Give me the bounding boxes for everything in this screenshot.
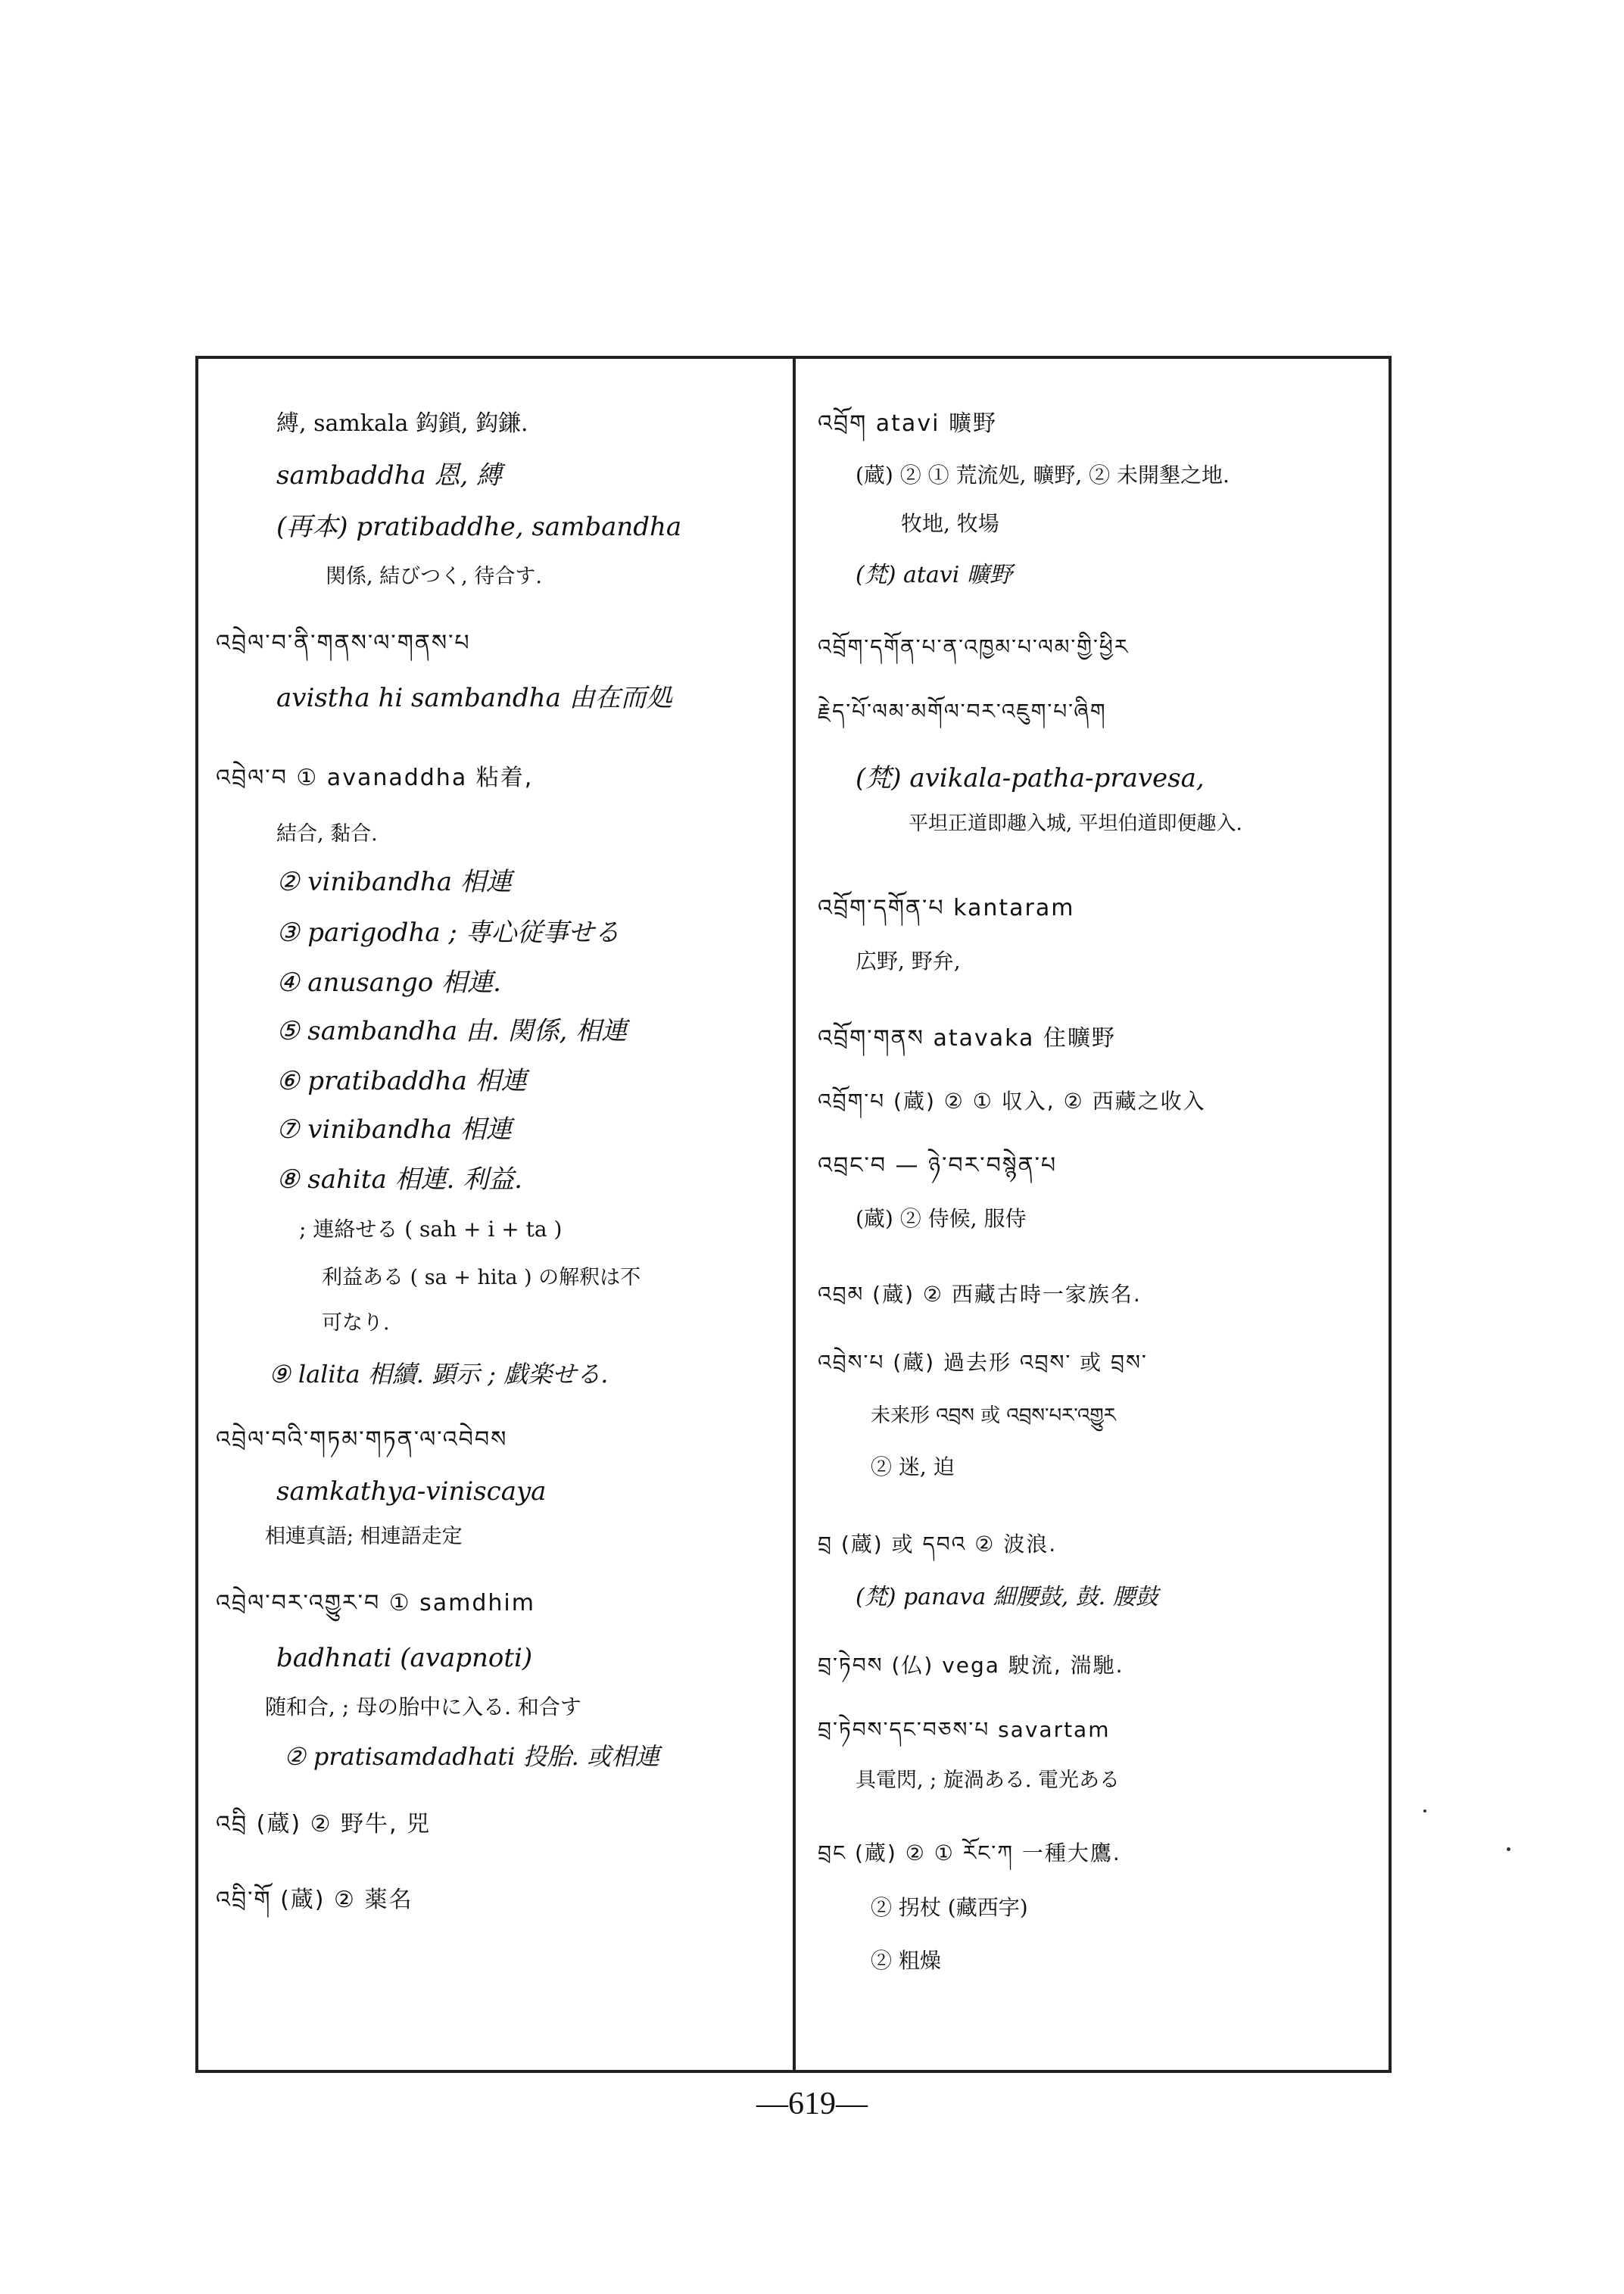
headword: འབྲོག་དགོན་པ kantaram <box>818 895 1075 921</box>
entry-line: 牧地, 牧場 <box>901 511 999 536</box>
entry-line: ; 連絡せる ( sah + i + ta ) <box>299 1217 563 1242</box>
entry-line: ③ parigodha ; 専心従事せる <box>276 918 620 948</box>
entry-line: (蔵) ② 侍候, 服侍 <box>856 1206 1027 1231</box>
entry-line: sambaddha 恩, 縛 <box>276 460 503 491</box>
entry-line: 未来形 འབྲས 或 འབྲས་པར་འགྱུར <box>871 1404 1116 1427</box>
entry-line: 平坦正道即趣入城, 平坦伯道即便趣入. <box>909 812 1242 835</box>
entry-line: samkathya-viniscaya <box>276 1476 547 1507</box>
entry-line: ② pratisamdadhati 投胎. 或相連 <box>284 1742 660 1771</box>
entry-line: (梵) panava 細腰鼓, 鼓. 腰鼓 <box>856 1584 1158 1610</box>
entry-line: (梵) avikala-patha-pravesa, <box>856 763 1205 793</box>
entry-line: avistha hi sambandha 由在而処 <box>276 683 672 713</box>
entry-line: ⑤ sambandha 由. 関係, 相連 <box>276 1016 628 1046</box>
headword: འབྲི་གོ (蔵) ② 薬名 <box>216 1887 413 1913</box>
headword: བྲ་ཏེབས (仏) vega 駛流, 湍馳. <box>818 1653 1124 1678</box>
entry-line: ② vinibandha 相連 <box>276 867 512 897</box>
headword: འབྲེལ་བར་འགྱུར་བ ① samdhim <box>216 1590 535 1616</box>
entry-line: (梵) atavi 曠野 <box>856 562 1012 588</box>
headword: བྲ (蔵) 或 དབའ ② 波浪. <box>818 1532 1058 1557</box>
column-divider <box>793 356 796 2073</box>
entry-line: ⑨ lalita 相續. 顕示 ; 戯楽せる. <box>269 1360 609 1389</box>
entry-line: ② 粗燥 <box>871 1948 941 1973</box>
headword: རྗེད་པོ་ལམ་མགོལ་བར་འཇུག་པ་ཞིག <box>818 699 1107 724</box>
entry-line: 利益ある ( sa + hita ) の解釈は不 <box>322 1266 641 1289</box>
headword: འབྲོག་པ (蔵) ② ① 収入, ② 西藏之收入 <box>818 1089 1206 1114</box>
entry-line: 随和合, ; 母の胎中に入る. 和合す <box>265 1694 581 1719</box>
entry-line: 相連真語; 相連語走定 <box>265 1525 463 1548</box>
scan-speck <box>1507 1847 1510 1851</box>
entry-line: 結合, 黏合. <box>276 822 378 846</box>
headword: འབྲོག་གནས atavaka 住曠野 <box>818 1025 1116 1052</box>
entry-line: (再本) pratibaddhe, sambandha <box>276 512 682 542</box>
entry-line: ⑦ vinibandha 相連 <box>276 1114 512 1145</box>
headword: འབྲེལ་བའི་གཏམ་གཏན་ལ་འབེབས <box>216 1426 508 1453</box>
headword: འབྲོག atavi 曠野 <box>818 410 997 437</box>
entry-line: ⑥ pratibaddha 相連 <box>276 1066 527 1096</box>
headword: འབྲང་བ — ཉེ་བར་བསྙེན་པ <box>818 1152 1058 1179</box>
headword: འབྲི (蔵) ② 野牛, 兕 <box>216 1811 432 1837</box>
entry-line: ④ anusango 相連. <box>276 968 501 998</box>
headword: འབྲེས་པ (蔵) 過去形 འབྲས་ 或 བྲས་ <box>818 1350 1148 1375</box>
headword: བྲ་ཏེབས་དང་བཅས་པ savartam <box>818 1717 1111 1742</box>
page-number: —619— <box>756 2087 868 2121</box>
entry-line: 関係, 結びつく, 待合す. <box>326 565 542 588</box>
entry-line: ② 拐杖 (藏西字) <box>871 1895 1028 1920</box>
entry-line: badhnati (avapnoti) <box>276 1643 533 1673</box>
entry-line: (蔵) ② ① 荒流処, 曠野, ② 未開墾之地. <box>856 463 1230 488</box>
scan-speck <box>1423 1809 1426 1812</box>
headword: འབྲེལ་བ ① avanaddha 粘着, <box>216 765 534 791</box>
headword: འབྲོག་དགོན་པ་ན་འཁྱམ་པ་ལམ་གྱི་ཕྱིར <box>818 634 1130 659</box>
entry-line: 広野, 野弁, <box>856 949 961 974</box>
entry-line: ⑧ sahita 相連. 利益. <box>276 1164 522 1195</box>
headword: འབྲམ (蔵) ② 西藏古時一家族名. <box>818 1282 1142 1307</box>
entry-line: ② 迷, 迫 <box>871 1454 955 1479</box>
entry-line: 具電閃, ; 旋渦ある. 電光ある <box>856 1769 1121 1792</box>
entry-line: 縛, samkala 鈎鎖, 鈎鎌. <box>276 410 528 437</box>
entry-line: 可なり. <box>322 1311 390 1335</box>
headword: བྲང (蔵) ② ① རོང་ཀ 一種大鷹. <box>818 1840 1121 1865</box>
headword: འབྲེལ་བ་ནི་གནས་ལ་གནས་པ <box>216 630 471 656</box>
